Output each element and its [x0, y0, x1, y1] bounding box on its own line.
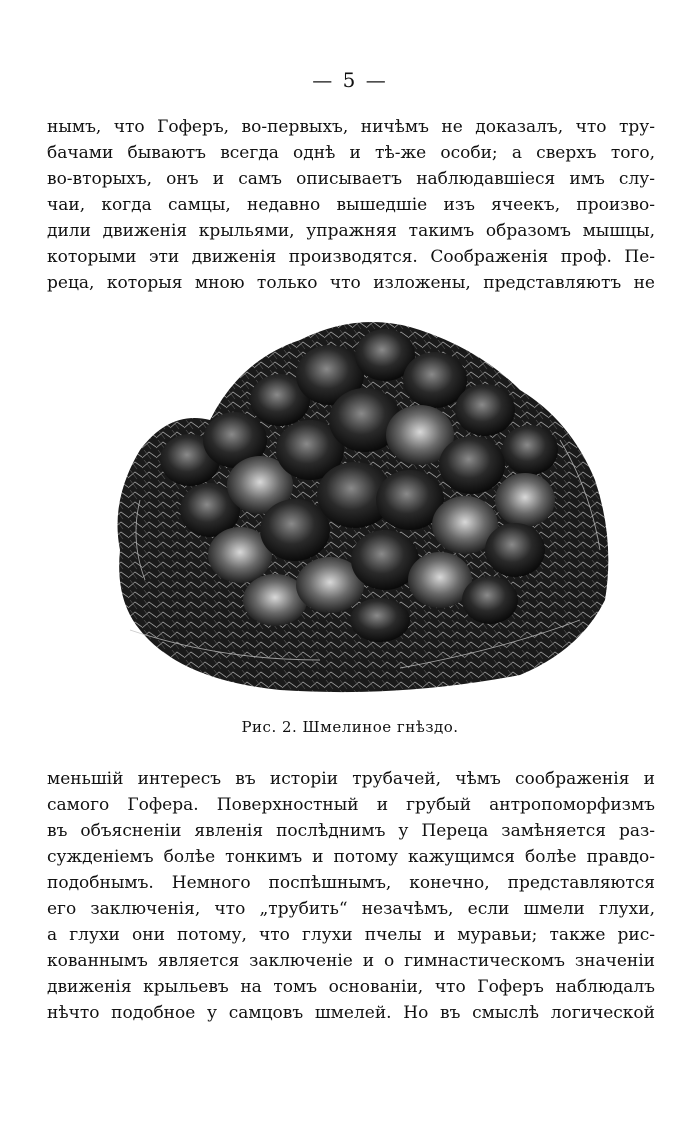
text-line: нѣчто подобное у самцовъ шмелей. Но въ смыслѣ логической — [47, 1003, 655, 1023]
text-line: меньшiй интересъ въ исторiи трубачей, чѣмъ соображенiя и — [47, 769, 655, 789]
paragraph-top — [47, 114, 655, 296]
paragraph-bottom — [47, 766, 655, 1026]
figure-caption: Рис. 2. Шмелиное гнѣздо. — [241, 718, 459, 736]
text-line: во-вторыхъ, онъ и самъ описываетъ наблюдавшiеся имъ слу- — [47, 169, 655, 189]
text-line: самого Гофера. Поверхностный и грубый антропоморфизмъ — [47, 795, 655, 815]
text-line: а глухи они потому, что глухи пчелы и муравьи; также рис- — [47, 925, 655, 945]
text-line: реца, которыя мною только что изложены, представляютъ не — [47, 273, 655, 293]
bumblebee-nest-illustration — [100, 300, 620, 700]
text-line: въ объясненiи явленiя послѣднимъ у Переца замѣняется раз- — [47, 821, 655, 841]
text-line: движенiя крыльевъ на томъ основанiи, что Гоферъ наблюдалъ — [47, 977, 655, 997]
text-line: кованнымъ является заключенiе и о гимнастическомъ значенiи — [47, 951, 655, 971]
text-line: дили движенiя крыльями, упражняя такимъ образомъ мышцы, — [47, 221, 655, 241]
text-line: подобнымъ. Немного поспѣшнымъ, конечно, представляются — [47, 873, 655, 893]
text-line: его заключенiя, что „трубить“ незачѣмъ, если шмели глухи, — [47, 899, 655, 919]
text-line: бачами бываютъ всегда однѣ и тѣ-же особи; а сверхъ того, — [47, 143, 655, 163]
text-line: нымъ, что Гоферъ, во-первыхъ, ничѣмъ не доказалъ, что тру- — [47, 117, 655, 137]
page-number: — 5 — — [312, 68, 388, 92]
text-line: чаи, когда самцы, недавно вышедшiе изъ ячеекъ, произво- — [47, 195, 655, 215]
text-line: сужденiемъ болѣе тонкимъ и потому кажущимся болѣе правдо- — [47, 847, 655, 867]
text-line: которыми эти движенiя производятся. Соображенiя проф. Пе- — [47, 247, 655, 267]
